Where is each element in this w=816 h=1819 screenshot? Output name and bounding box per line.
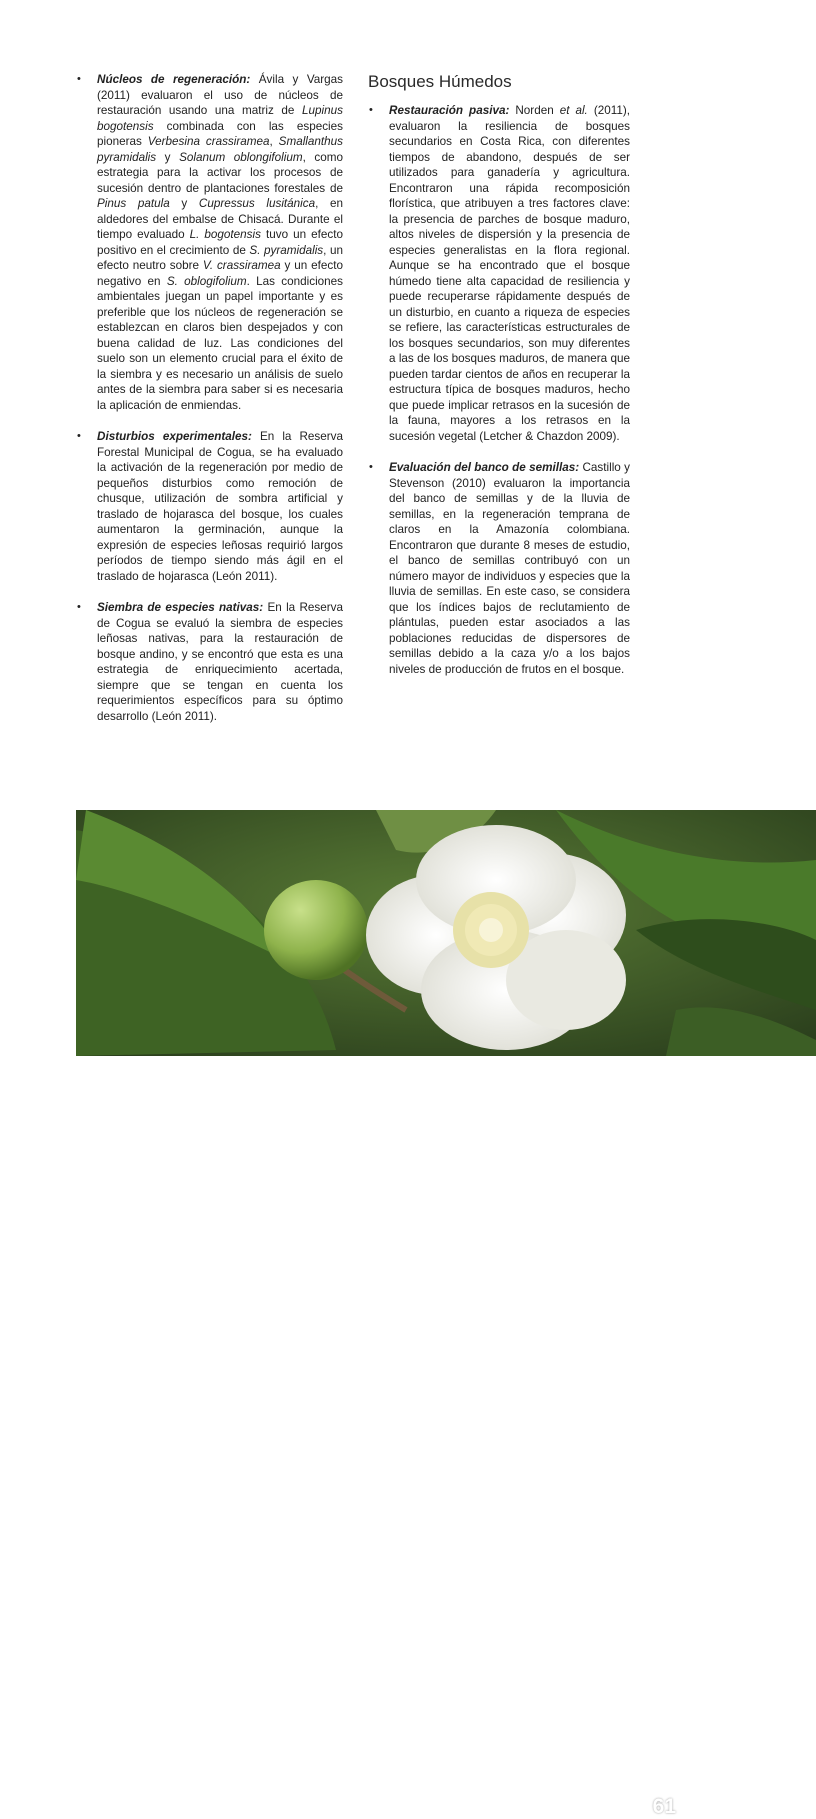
left-column: [76, 72, 343, 740]
italic-term: et al.: [559, 104, 588, 117]
bullet-item-restauracion: [368, 103, 630, 444]
item-lead: Núcleos de regeneración:: [97, 73, 251, 86]
text-run: En la Reserva de Cogua se evaluó la siembra de especies leñosas nativas, para la restauración de bosque andino, y se encontró que esta es una estrategia de enriquecimiento acertada, siempre que se tengan en cuenta los requerimientos específicos para su óptimo desarrollo (León 2011).: [97, 601, 343, 723]
text-run: . Las condiciones ambientales juegan un papel importante y es preferible que los núcleos de regeneración se establezcan en claros bien despejados y con buena calidad de luz. Las condiciones del suelo son un elemento crucial para el éxito de la siembra y es necesario un análisis de suelo antes de la siembra para saber si es necesaria la aplicación de enmiendas.: [97, 274, 344, 412]
italic-term: Pinus patula: [97, 197, 170, 210]
bullet-item-nucleos: [76, 72, 343, 413]
text-run: tuvo un efecto positivo en el crecimiento de: [97, 228, 343, 257]
flower-photo-icon: [76, 810, 816, 1056]
text-run: y un efecto negativo en: [97, 259, 343, 288]
text-run: , como estrategia para la activar los procesos de sucesión dentro de plantaciones forestales de: [97, 150, 344, 195]
text-run: Norden: [509, 104, 560, 117]
bullet-icon: •: [77, 430, 81, 442]
italic-term: L. bogotensis: [189, 228, 261, 241]
item-body: [389, 461, 630, 676]
italic-term: S. oblogifolium: [166, 274, 247, 288]
text-run: Castillo y Stevenson (2010) evaluaron la importancia del banco de semillas y de la lluvia de semillas, en la regeneración temprana de claros en la Amazonía colombiana. Encontraron que durante 8 meses de estudio, el banco de semillas contribuyó con un número mayor de individuos y especies que la lluvia de semillas. En este caso, se considera que los índices bajos de reclutamiento de plántulas, pueden estar asociados a las poblaciones reducidas de dispersores de semillas debido a la caza y/o a los bajos niveles de producción de frutos en el bosque.: [389, 461, 630, 676]
item-body: [97, 73, 343, 412]
text-run: y: [156, 150, 180, 164]
italic-term: Solanum oblongifolium: [179, 150, 303, 164]
italic-term: Cupressus lusitánica: [198, 197, 316, 210]
item-lead: Siembra de especies nativas:: [97, 601, 264, 614]
item-body: [97, 601, 343, 723]
text-run: Ávila y Vargas (2011) evaluaron el uso de núcleos de restauración usando una matriz de: [97, 73, 343, 117]
italic-term: Smallanthus pyramidalis: [97, 135, 343, 164]
italic-term: V. crassiramea: [202, 259, 281, 272]
text-run: y: [169, 197, 199, 210]
item-lead: Disturbios experimentales:: [97, 430, 252, 443]
text-run: (2011), evaluaron la resiliencia de bosques secundarios en Costa Rica, con diferentes tiempos de abandono, después de ser utilizados para ganadería y agricultura. Encontraron una rápida recomposición florística, que atribuyen a tres factores clave: la presencia de parches de bosque maduro, altos niveles de dispersión y la presencia de especies generalistas en la flora regional. Aunque se ha encontrado que el bosque húmedo tiene alta capacidad de resiliencia y puede recuperarse rápidamente después de un disturbio, en cuanto a riqueza de especies se refiere, las características estructurales de los bosques secundarios, son muy diferentes a las de los bosques maduros, de manera que pueden tardar cientos de años en recuperar la estructura típica de bosques maduros, hecho que puede implicar retrasos en la sucesión de la fauna, mayores a los retrasos en la sucesión vegetal (Letcher & Chazdon 2009).: [389, 104, 630, 443]
bullet-item-banco-semillas: [368, 460, 630, 677]
italic-term: Lupinus bogotensis: [97, 104, 343, 133]
text-run: En la Reserva Forestal Municipal de Cogua, se ha evaluado la activación de la regeneración por medio de pequeños disturbios como remoción de chusque, utilización de sombra artificial y traslado de hojarasca del bosque, los cuales aumentaron la germinación, aunque la expresión de especies leñosas requirió largos períodos de tiempo siendo más ágil en el traslado de hojarasca (León 2011).: [97, 430, 344, 583]
text-run: ,: [269, 135, 279, 148]
text-run: , un efecto neutro sobre: [97, 243, 343, 272]
item-body: [97, 430, 343, 583]
text-run: , en aldedores del embalse de Chisacá. Durante el tiempo evaluado: [97, 197, 344, 241]
page-number: 61: [652, 1795, 676, 1818]
item-lead: Restauración pasiva:: [389, 104, 510, 117]
bullet-icon: •: [369, 104, 373, 116]
right-column: [368, 72, 630, 693]
item-lead: Evaluación del banco de semillas:: [389, 461, 580, 474]
item-body: [389, 104, 630, 443]
section-heading: Bosques Húmedos: [368, 72, 512, 91]
bullet-item-disturbios: [76, 429, 343, 584]
italic-term: Verbesina crassiramea: [147, 135, 270, 148]
bullet-icon: •: [77, 601, 81, 613]
flower-photo: [76, 810, 816, 1818]
bullet-item-siembra: [76, 600, 343, 724]
text-run: combinada con las especies pioneras: [97, 119, 343, 148]
italic-term: S. pyramidalis: [249, 243, 324, 257]
bullet-icon: •: [77, 73, 81, 85]
bullet-icon: •: [369, 461, 373, 473]
